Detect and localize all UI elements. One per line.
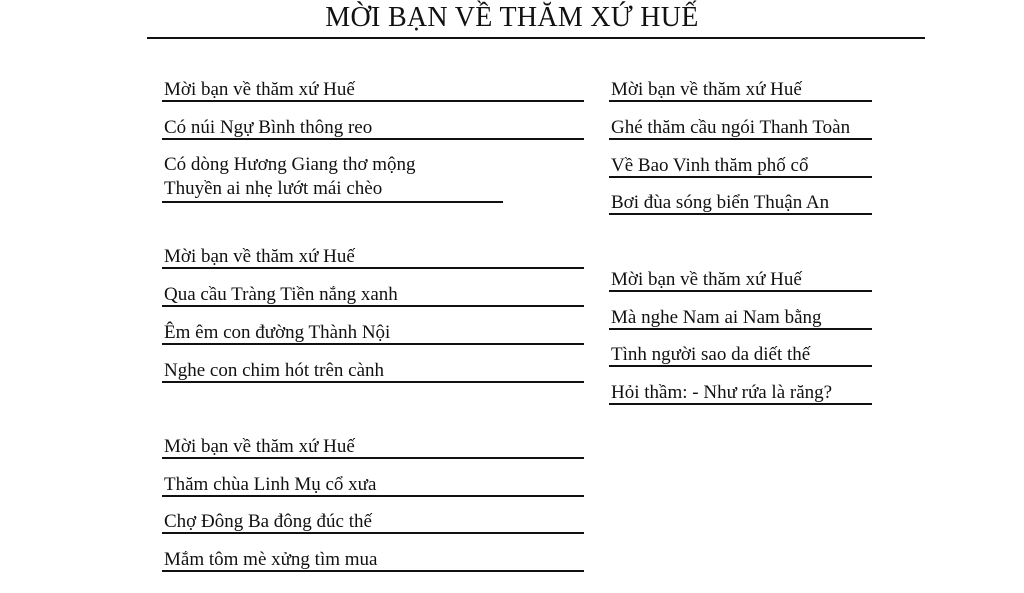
left-s1-line1 [162,79,584,102]
left-s3-line4 [162,549,584,572]
left-s2-line3-text: Êm êm con đường Thành Nội [164,322,391,343]
left-s1-line4-text: Thuyền ai nhẹ lướt mái chèo [164,178,383,199]
left-s1-line3-text: Có dòng Hương Giang thơ mộng [164,154,416,175]
right-s1-line1 [609,79,872,102]
right-s2-line1-text: Mời bạn về thăm xứ Huế [611,269,802,290]
left-s3-line1-text: Mời bạn về thăm xứ Huế [164,436,355,457]
left-s2-line2-text: Qua cầu Tràng Tiền nắng xanh [164,284,398,305]
title-rule [147,37,925,39]
right-s1-line4 [609,192,872,215]
right-s2-line1 [609,269,872,292]
left-s2-line4-text: Nghe con chim hót trên cành [164,360,385,381]
left-s1-line1-text: Mời bạn về thăm xứ Huế [164,79,355,100]
left-s2-line4 [162,360,584,383]
left-s3-line1 [162,436,584,459]
page-title: MỜI BẠN VỀ THĂM XỨ HUẾ [325,2,699,33]
right-s1-line2-text: Ghé thăm cầu ngói Thanh Toàn [611,117,851,138]
left-s3-line2 [162,474,584,497]
left-s2-line1 [162,246,584,269]
left-s1-line4-underline [162,201,503,203]
left-s1-line2-text: Có núi Ngự Bình thông reo [164,117,373,138]
right-s2-line3 [609,344,872,367]
right-s2-line2 [609,307,872,330]
left-s3-line4-text: Mắm tôm mè xửng tìm mua [164,549,378,570]
right-s2-line3-text: Tình người sao da diết thế [611,344,811,365]
right-s1-line1-text: Mời bạn về thăm xứ Huế [611,79,802,100]
right-s2-line4-text: Hỏi thầm: - Như rứa là răng? [611,382,833,403]
left-s2-line3 [162,322,584,345]
left-s3-line3 [162,511,584,534]
right-s1-line2 [609,117,872,140]
right-s2-line2-text: Mà nghe Nam ai Nam bằng [611,307,822,328]
right-s2-line4 [609,382,872,405]
left-s3-line2-text: Thăm chùa Linh Mụ cổ xưa [164,474,377,495]
left-s1-line2 [162,117,584,140]
right-s1-line4-text: Bơi đùa sóng biển Thuận An [611,192,830,213]
left-s2-line1-text: Mời bạn về thăm xứ Huế [164,246,355,267]
right-s1-line3 [609,155,872,178]
left-s2-line2 [162,284,584,307]
right-s1-line3-text: Về Bao Vinh thăm phố cổ [611,155,809,176]
left-s3-line3-text: Chợ Đông Ba đông đúc thế [164,511,372,532]
left-s1-line3-4 [162,154,584,202]
